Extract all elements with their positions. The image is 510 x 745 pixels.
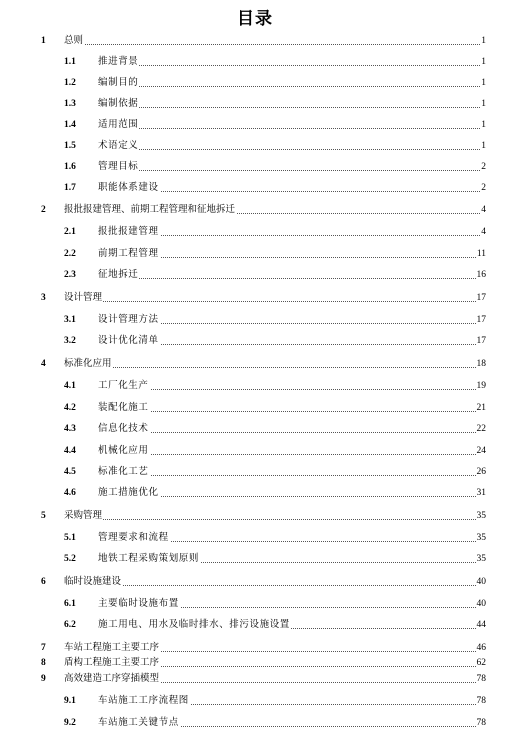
toc-entry-page: 2	[481, 162, 486, 172]
dot-leader	[66, 519, 482, 520]
toc-entry-page: 24	[476, 446, 486, 456]
toc-entry-label: 管理要求和流程	[98, 532, 169, 543]
toc-entry[interactable]	[0, 618, 510, 632]
dot-leader	[100, 278, 482, 279]
toc-entry-page: 62	[476, 658, 486, 668]
toc-entry-page: 19	[476, 381, 486, 391]
toc-entry[interactable]	[0, 531, 510, 545]
toc-entry-number: 2.2	[64, 249, 76, 259]
toc-entry-number: 1	[41, 36, 46, 46]
toc-entry-label: 编制依据	[98, 98, 139, 109]
toc-entry[interactable]	[0, 55, 510, 69]
toc-entry-label: 车站施工关键节点	[98, 717, 179, 728]
toc-entry[interactable]	[0, 656, 510, 670]
toc-entry-label: 标准化工艺	[98, 466, 149, 477]
toc-entry[interactable]	[0, 672, 510, 686]
toc-entry-label: 前期工程管理	[98, 248, 159, 259]
dot-leader	[66, 301, 482, 302]
toc-entry-label: 临时设施建设	[64, 576, 122, 587]
toc-entry-number: 8	[41, 658, 46, 668]
toc-entry[interactable]	[0, 465, 510, 479]
toc-entry-page: 16	[476, 270, 486, 280]
toc-entry-label: 盾构工程施工主要工序	[64, 657, 160, 668]
dot-leader	[100, 411, 482, 412]
toc-entry[interactable]	[0, 444, 510, 458]
dot-leader	[100, 454, 482, 455]
toc-entry-label: 编制目的	[98, 77, 139, 88]
toc-entry-label: 职能体系建设	[98, 182, 159, 193]
toc-entry-page: 11	[476, 249, 486, 259]
toc-entry-page: 26	[476, 467, 486, 477]
toc-entry-number: 6	[41, 577, 46, 587]
toc-entry[interactable]	[0, 486, 510, 500]
toc-entry-number: 5	[41, 511, 46, 521]
toc-entry-page: 22	[476, 424, 486, 434]
toc-entry[interactable]	[0, 509, 510, 523]
toc-entry-page: 1	[481, 57, 486, 67]
toc-entry[interactable]	[0, 203, 510, 217]
toc-entry-label: 信息化技术	[98, 423, 149, 434]
dot-leader	[100, 432, 482, 433]
toc-entry-page: 17	[476, 293, 486, 303]
toc-entry-page: 18	[476, 359, 486, 369]
toc-entry-label: 设计优化清单	[98, 335, 159, 346]
toc-entry-page: 46	[476, 643, 486, 653]
toc-entry-page: 40	[476, 599, 486, 609]
toc-entry[interactable]	[0, 334, 510, 348]
toc-entry[interactable]	[0, 76, 510, 90]
toc-entry-label: 报批报建管理、前期工程管理和征地拆迁	[64, 204, 236, 215]
toc-entry-page: 1	[481, 36, 486, 46]
toc-entry-number: 1.6	[64, 162, 76, 172]
toc-entry-number: 4.1	[64, 381, 76, 391]
toc-entry-label: 装配化施工	[98, 402, 149, 413]
toc-entry-label: 标准化应用	[64, 358, 112, 369]
toc-entry[interactable]	[0, 357, 510, 371]
dot-leader	[66, 44, 482, 45]
toc-entry-page: 21	[476, 403, 486, 413]
toc-entry-label: 设计管理	[64, 292, 103, 303]
toc-entry-number: 1.1	[64, 57, 76, 67]
toc-entry-page: 2	[481, 183, 486, 193]
toc-entry-number: 9.1	[64, 696, 76, 706]
toc-entry-number: 6.1	[64, 599, 76, 609]
toc-entry[interactable]	[0, 313, 510, 327]
toc-entry-page: 1	[481, 78, 486, 88]
dot-leader	[100, 170, 482, 171]
toc-entry-number: 2	[41, 205, 46, 215]
toc-entry-label: 设计管理方法	[98, 314, 159, 325]
dot-leader	[100, 107, 482, 108]
dot-leader	[100, 65, 482, 66]
toc-entry-label: 管理目标	[98, 161, 139, 172]
dot-leader	[100, 389, 482, 390]
toc-entry[interactable]	[0, 401, 510, 415]
toc-entry[interactable]	[0, 422, 510, 436]
toc-entry[interactable]	[0, 118, 510, 132]
toc-entry-number: 1.5	[64, 141, 76, 151]
toc-entry-number: 3	[41, 293, 46, 303]
page-title: 目录	[237, 9, 273, 29]
toc-entry-label: 征地拆迁	[98, 269, 139, 280]
toc-entry-label: 推进背景	[98, 56, 139, 67]
toc-entry-page: 78	[476, 718, 486, 728]
toc-entry-number: 4	[41, 359, 46, 369]
toc-entry-page: 35	[476, 554, 486, 564]
toc-entry-number: 1.3	[64, 99, 76, 109]
toc-entry-page: 40	[476, 577, 486, 587]
toc-entry-page: 4	[481, 227, 486, 237]
toc-entry-number: 3.2	[64, 336, 76, 346]
dot-leader	[100, 128, 482, 129]
toc-entry-number: 7	[41, 643, 46, 653]
toc-entry-page: 31	[476, 488, 486, 498]
toc-entry[interactable]	[0, 379, 510, 393]
dot-leader	[100, 86, 482, 87]
toc-entry-number: 1.7	[64, 183, 76, 193]
dot-leader	[100, 475, 482, 476]
toc-entry-label: 车站工程施工主要工序	[64, 642, 160, 653]
toc-entry-label: 报批报建管理	[98, 226, 159, 237]
toc-entry[interactable]	[0, 247, 510, 261]
toc-entry[interactable]	[0, 552, 510, 566]
toc-entry-number: 1.4	[64, 120, 76, 130]
toc-entry-page: 35	[476, 533, 486, 543]
toc-entry-label: 车站施工工序流程图	[98, 695, 189, 706]
toc-entry-label: 高效建造工序穿插模型	[64, 673, 160, 684]
toc-entry-page: 1	[481, 120, 486, 130]
toc-entry-label: 术语定义	[98, 140, 139, 151]
toc-entry-number: 5.2	[64, 554, 76, 564]
toc-entry-number: 1.2	[64, 78, 76, 88]
dot-leader	[66, 585, 482, 586]
toc-entry[interactable]	[0, 97, 510, 111]
toc-entry-number: 4.5	[64, 467, 76, 477]
toc-entry[interactable]	[0, 268, 510, 282]
toc-entry-number: 4.4	[64, 446, 76, 456]
toc-entry-page: 1	[481, 99, 486, 109]
toc-entry-label: 工厂化生产	[98, 380, 149, 391]
toc-entry-number: 3.1	[64, 315, 76, 325]
toc-entry[interactable]	[0, 34, 510, 48]
toc-entry-page: 17	[476, 336, 486, 346]
toc-entry-label: 采购管理	[64, 510, 103, 521]
toc-entry[interactable]	[0, 597, 510, 611]
toc-entry-number: 6.2	[64, 620, 76, 630]
toc-entry-label: 施工措施优化	[98, 487, 159, 498]
toc-entry-label: 总则	[64, 35, 84, 46]
toc-entry[interactable]	[0, 181, 510, 195]
dot-leader	[66, 367, 482, 368]
toc-entry-label: 主要临时设施布置	[98, 598, 179, 609]
toc-entry-page: 1	[481, 141, 486, 151]
toc-entry-label: 施工用电、用水及临时排水、排污设施设置	[98, 619, 290, 630]
toc-entry-number: 4.6	[64, 488, 76, 498]
toc-entry[interactable]	[0, 160, 510, 174]
toc-entry[interactable]	[0, 641, 510, 655]
toc-entry[interactable]	[0, 575, 510, 589]
dot-leader	[100, 149, 482, 150]
toc-entry-label: 适用范围	[98, 119, 139, 130]
toc-entry-label: 地铁工程采购策划原则	[98, 553, 200, 564]
toc-entry-number: 2.1	[64, 227, 76, 237]
toc-entry-label: 机械化应用	[98, 445, 149, 456]
toc-entry-page: 35	[476, 511, 486, 521]
toc-entry-number: 2.3	[64, 270, 76, 280]
toc-entry-number: 9	[41, 674, 46, 684]
toc-entry-page: 44	[476, 620, 486, 630]
toc-entry-page: 78	[476, 696, 486, 706]
toc-entry[interactable]	[0, 139, 510, 153]
toc-entry-number: 4.3	[64, 424, 76, 434]
toc-entry-number: 9.2	[64, 718, 76, 728]
toc-entry-number: 5.1	[64, 533, 76, 543]
toc-entry[interactable]	[0, 291, 510, 305]
toc-entry-number: 4.2	[64, 403, 76, 413]
toc-entry-page: 4	[481, 205, 486, 215]
toc-entry-page: 78	[476, 674, 486, 684]
toc-entry-page: 17	[476, 315, 486, 325]
toc-entry[interactable]	[0, 225, 510, 239]
toc-entry[interactable]	[0, 716, 510, 730]
toc-entry[interactable]	[0, 694, 510, 708]
